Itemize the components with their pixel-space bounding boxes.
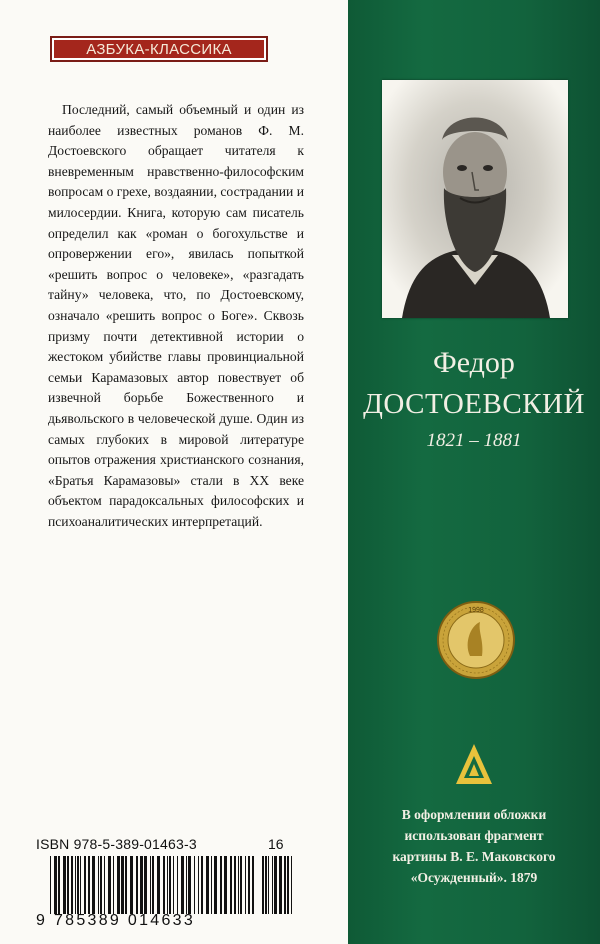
barcode-bar [100,856,102,914]
barcode-bar [173,856,174,914]
barcode-bar [220,856,222,914]
book-description: Последний, самый объемный и один из наиболее известных романов Ф. М. Достоевского обращает читателя к вневременным нравственно-философским вопросам о грехе, воздаянии, сострадании и милосердии. Книга, которую сам писатель определил как «роман о богохульстве и опровержении его», явилась попыткой «решить вопрос о человеке», «разгадать тайну» человека, что, по Достоевскому, означало «решить вопрос о Боге». Сквозь призму почти детективной истории о жестоком убийстве главы провинциальной семьи Карамазовых автор повествует об извечной борьбе Божественного и дьявольского в человеческой душе. Один из самых глубоких в мировой литературе опытов отражения христианского сознания, «Братья Карамазовы» стали в XX веке объектом парадоксальных философских и психоаналитических интерпретаций. [48,102,304,529]
barcode-bar [248,856,250,914]
barcode-bar [163,856,165,914]
barcode-bar [130,856,133,914]
barcode-bar [211,856,212,914]
isbn-barcode [36,836,298,932]
barcode-bar [67,856,69,914]
barcode-bar [54,856,57,914]
barcode-bar [88,856,90,914]
barcode-bar [268,856,269,914]
barcode-bar [238,856,239,914]
barcode-bar [245,856,246,914]
barcode-bar [71,856,73,914]
barcode-bar [58,856,60,914]
credit-line: использован фрагмент [404,828,544,843]
cover-art-credit [348,804,600,888]
author-last-name: ДОСТОЕВСКИЙ [363,388,585,420]
barcode-bar [177,856,178,914]
barcode-bar [169,856,171,914]
barcode-bar [206,856,209,914]
award-year: 1998 [468,607,484,614]
barcode-bar [84,856,86,914]
barcode-bar [167,856,168,914]
barcode-bar [125,856,127,914]
barcode-bar [201,856,203,914]
barcode-addon-code: 16 [268,836,284,852]
barcode-bar [92,856,95,914]
barcode-bar [224,856,227,914]
barcode-bar [186,856,187,914]
barcode-bar [113,856,114,914]
author-portrait [382,80,568,318]
barcode-bar [144,856,147,914]
barcode-bar [121,856,124,914]
barcode-bar [157,856,160,914]
barcode-addon-bars [262,856,294,914]
barcode-bar [279,856,282,914]
barcode-bar [104,856,105,914]
series-badge [50,36,268,62]
credit-line: картины В. Е. Маковского [392,849,556,864]
barcode-bar [75,856,76,914]
barcode-bar [188,856,191,914]
barcode-bar [262,856,264,914]
barcode-bar [117,856,120,914]
portrait-engraving [382,80,568,318]
barcode-bar [194,856,195,914]
isbn-number: ISBN 978-5-389-01463-3 [36,836,197,852]
barcode-bar [181,856,184,914]
barcode-bar [291,856,292,914]
barcode-bar [214,856,217,914]
barcode-bar [152,856,154,914]
barcode-bar [198,856,199,914]
barcode-bar [284,856,286,914]
barcode-bar [77,856,79,914]
barcode-digits: 9 785389 014633 [36,912,196,929]
barcode-bar [80,856,81,914]
barcode-bar [136,856,138,914]
publisher-logo-icon [454,742,494,786]
barcode-bar [63,856,66,914]
barcode-bar [234,856,236,914]
barcode-bar [98,856,99,914]
barcode-bar [108,856,111,914]
barcode-bar [252,856,254,914]
barcode-bar [240,856,242,914]
award-seal-icon [436,600,516,680]
barcode-bar [230,856,232,914]
author-first-name: Федор [433,346,515,379]
series-label: АЗБУКА-КЛАССИКА [54,40,264,58]
credit-line: В оформлении обложки [401,807,547,822]
barcode-bars [50,856,256,914]
barcode-bar [140,856,143,914]
barcode-bar [272,856,273,914]
barcode-bar [150,856,151,914]
credit-line: «Осужденный». 1879 [410,870,538,885]
barcode-bar [265,856,267,914]
barcode-bar [274,856,277,914]
author-life-years: 1821 – 1881 [426,430,522,451]
barcode-bar [50,856,51,914]
green-cover-panel [348,0,600,944]
barcode-bar [287,856,289,914]
